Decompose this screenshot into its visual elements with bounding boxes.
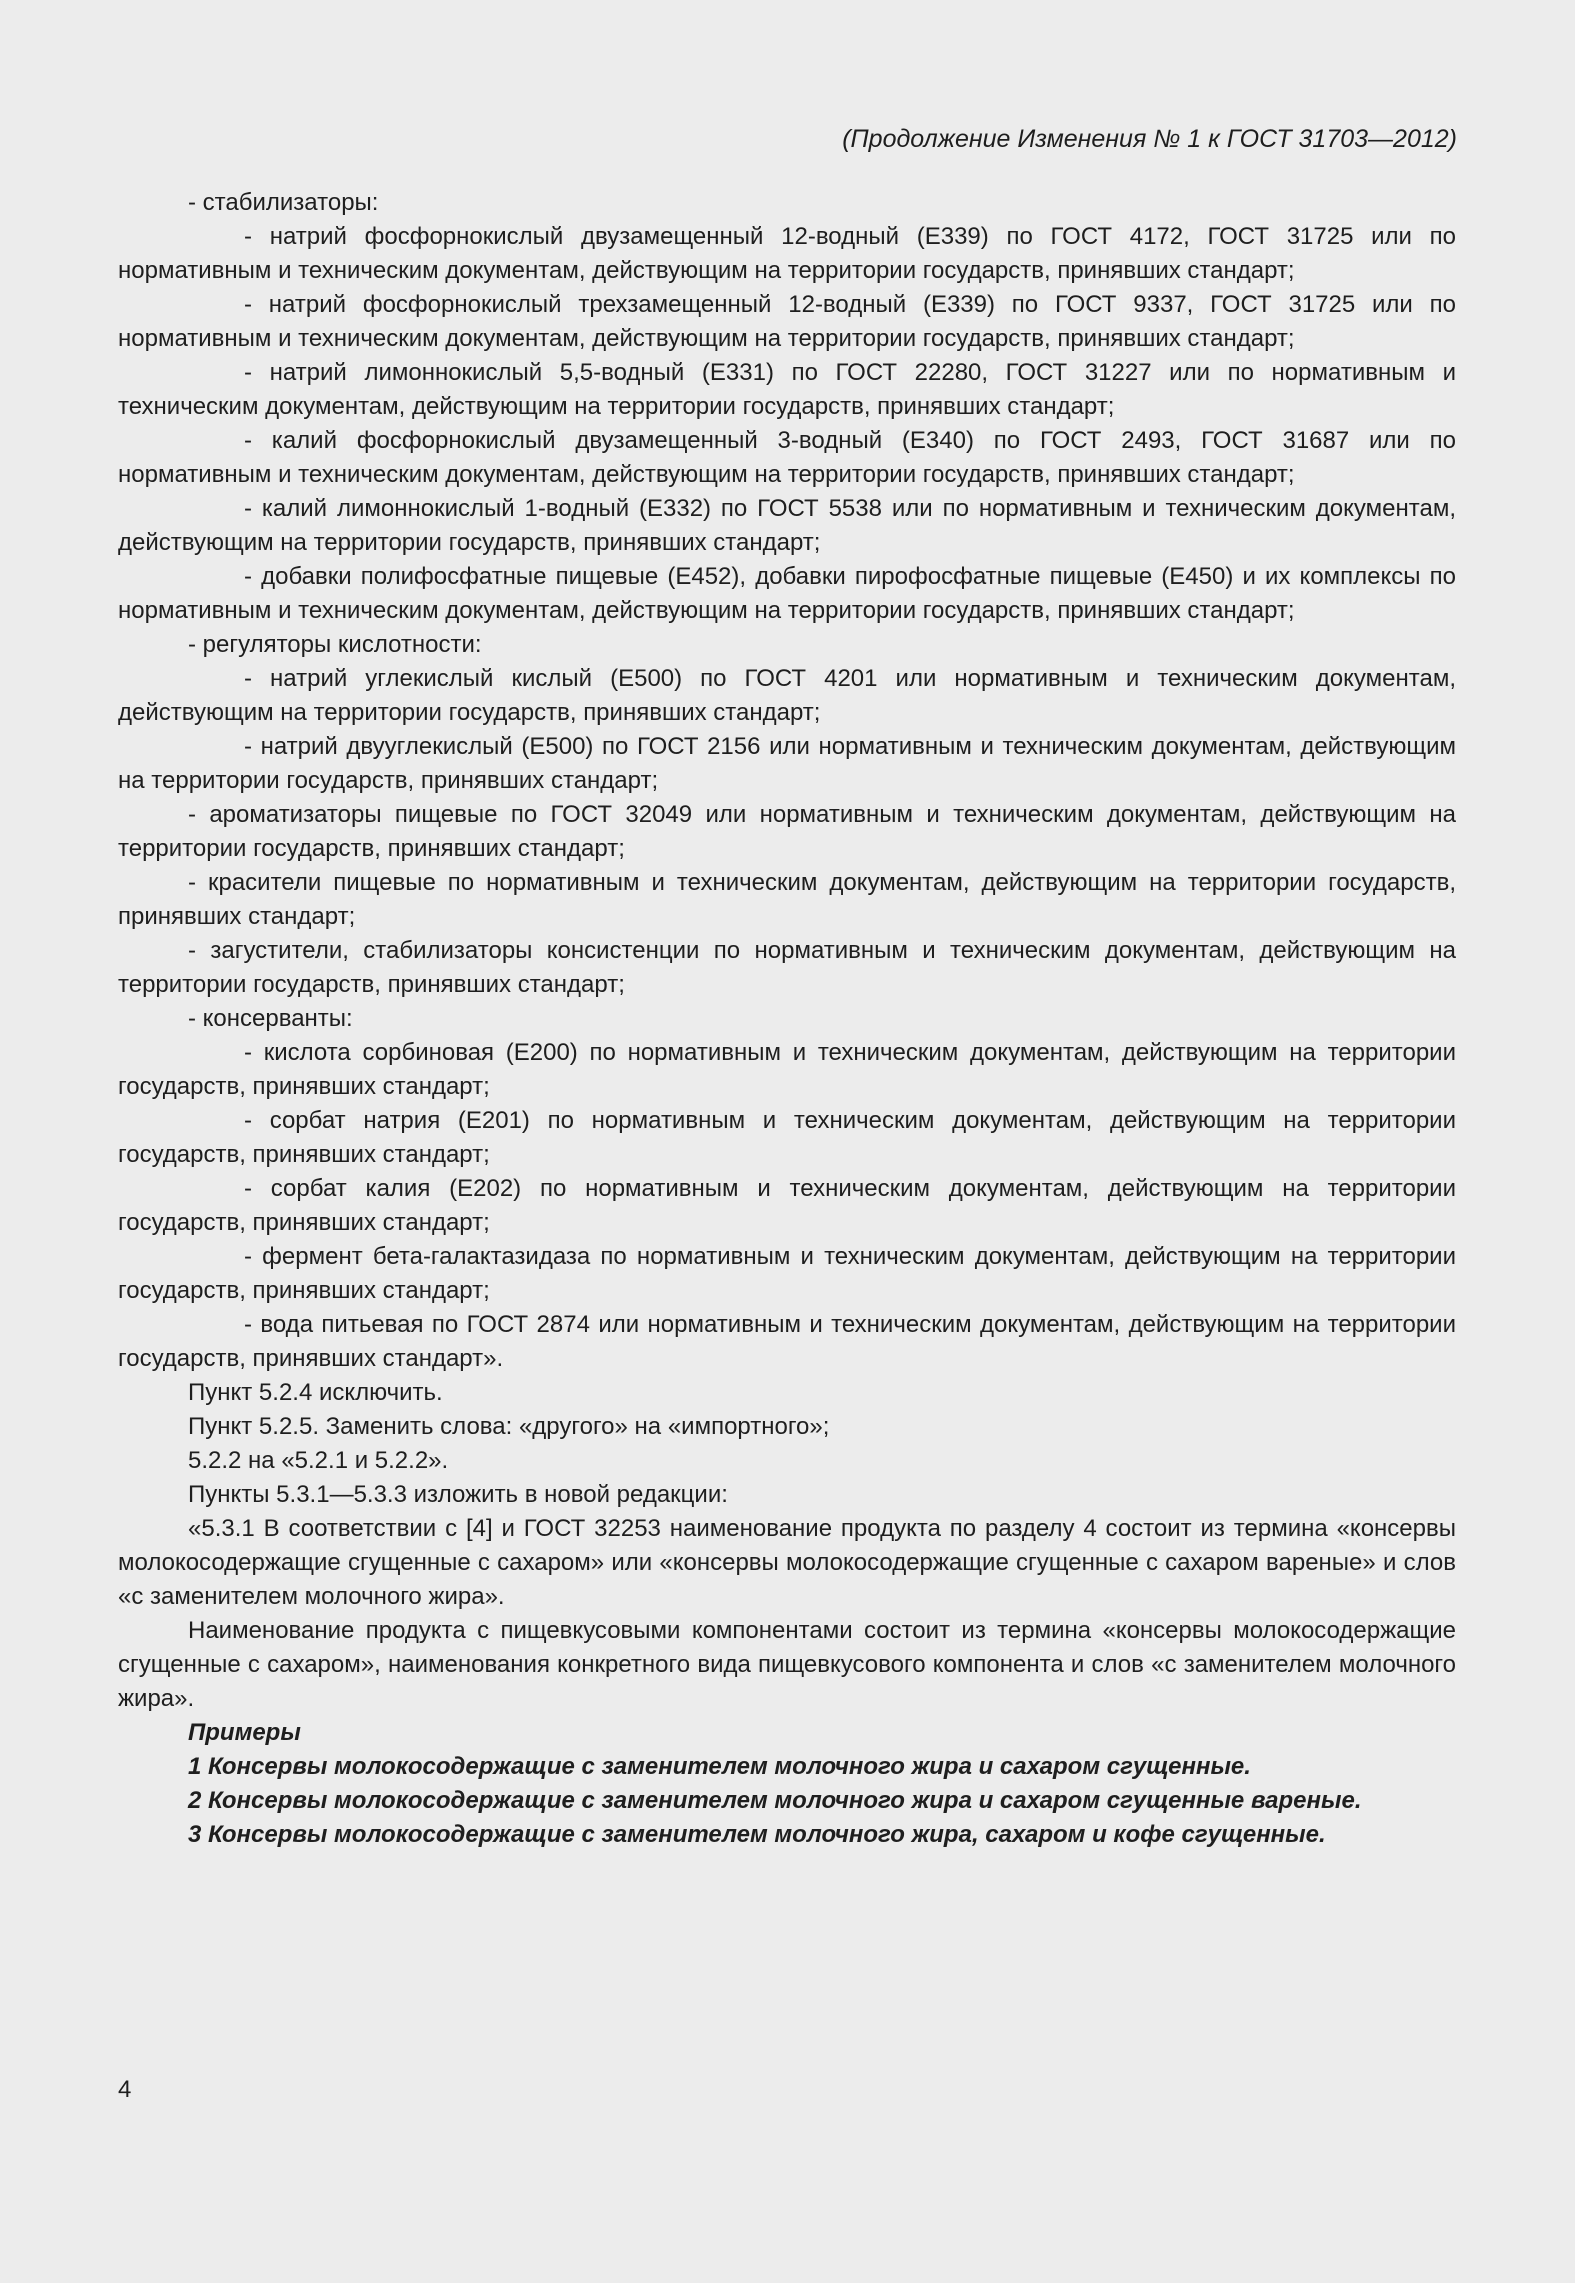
body-paragraph: - добавки полифосфатные пищевые (Е452), добавки пирофосфатные пищевые (Е450) и их комплексы по нормативным и техническим документам, действующим на территории государств, принявших стандарт; [118,563,1456,624]
body-paragraph: - стабилизаторы: [188,189,379,216]
body-paragraph: - регуляторы кислотности: [188,631,482,658]
body-paragraph: - красители пищевые по нормативным и техническим документам, действующим на территории государств, принявших стандарт; [118,869,1456,930]
body-paragraph: - кислота сорбиновая (Е200) по нормативным и техническим документам, действующим на территории государств, принявших стандарт; [118,1039,1456,1100]
body-paragraph: - натрий фосфорнокислый трехзамещенный 12-водный (Е339) по ГОСТ 9337, ГОСТ 31725 или по нормативным и техническим документам, действующим на территории государств, принявших стандарт; [118,291,1456,352]
page-header: (Продолжение Изменения № 1 к ГОСТ 31703—2012) [842,125,1457,153]
document-body [118,186,1456,1852]
example-paragraph: 2 Консервы молокосодержащие с заменителем молочного жира и сахаром сгущенные вареные. [188,1787,1362,1814]
body-paragraph: - вода питьевая по ГОСТ 2874 или нормативным и техническим документам, действующим на территории государств, принявших стандарт». [118,1311,1456,1372]
body-paragraph: - калий лимоннокислый 1-водный (Е332) по ГОСТ 5538 или по нормативным и техническим документам, действующим на территории государств, принявших стандарт; [118,495,1456,556]
body-paragraph: - натрий двууглекислый (Е500) по ГОСТ 2156 или нормативным и техническим документам, действующим на территории государств, принявших стандарт; [118,733,1456,794]
body-paragraph: - консерванты: [188,1005,353,1032]
body-paragraph: - калий фосфорнокислый двузамещенный 3-водный (Е340) по ГОСТ 2493, ГОСТ 31687 или по нормативным и техническим документам, действующим на территории государств, принявших стандарт; [118,427,1456,488]
body-paragraph: - загустители, стабилизаторы консистенции по нормативным и техническим документам, действующим на территории государств, принявших стандарт; [118,937,1456,998]
body-paragraph: 5.2.2 на «5.2.1 и 5.2.2». [188,1447,449,1474]
body-paragraph: Пункты 5.3.1—5.3.3 изложить в новой редакции: [188,1481,728,1508]
body-paragraph: - натрий фосфорнокислый двузамещенный 12-водный (Е339) по ГОСТ 4172, ГОСТ 31725 или по нормативным и техническим документам, действующим на территории государств, принявших стандарт; [118,223,1456,284]
body-paragraph: - натрий углекислый кислый (Е500) по ГОСТ 4201 или нормативным и техническим документам, действующим на территории государств, принявших стандарт; [118,665,1456,726]
body-paragraph: - ароматизаторы пищевые по ГОСТ 32049 или нормативным и техническим документам, действующим на территории государств, принявших стандарт; [118,801,1456,862]
page-number: 4 [118,2076,132,2103]
body-paragraph: Пункт 5.2.4 исключить. [188,1379,443,1406]
body-paragraph: Пункт 5.2.5. Заменить слова: «другого» на «импортного»; [188,1413,830,1440]
example-paragraph: 3 Консервы молокосодержащие с заменителем молочного жира, сахаром и кофе сгущенные. [188,1821,1326,1848]
body-paragraph: - сорбат калия (Е202) по нормативным и техническим документам, действующим на территории государств, принявших стандарт; [118,1175,1456,1236]
body-paragraph: «5.3.1 В соответствии с [4] и ГОСТ 32253 наименование продукта по разделу 4 состоит из термина «консервы молокосодержащие сгущенные с сахаром» или «консервы молокосодержащие сгущенные с сахаром вареные» и слов «с заменителем молочного жира». [118,1515,1456,1610]
example-paragraph: Примеры [188,1719,301,1746]
body-paragraph: - фермент бета-галактазидаза по нормативным и техническим документам, действующим на территории государств, принявших стандарт; [118,1243,1456,1304]
body-paragraph: - натрий лимоннокислый 5,5-водный (Е331) по ГОСТ 22280, ГОСТ 31227 или по нормативным и техническим документам, действующим на территории государств, принявших стандарт; [118,359,1456,420]
example-paragraph: 1 Консервы молокосодержащие с заменителем молочного жира и сахаром сгущенные. [188,1753,1251,1780]
body-paragraph: Наименование продукта с пищевкусовыми компонентами состоит из термина «консервы молокосодержащие сгущенные с сахаром», наименования конкретного вида пищевкусового компонента и слов «с заменителем молочного жира». [118,1617,1456,1712]
body-paragraph: - сорбат натрия (Е201) по нормативным и техническим документам, действующим на территории государств, принявших стандарт; [118,1107,1456,1168]
